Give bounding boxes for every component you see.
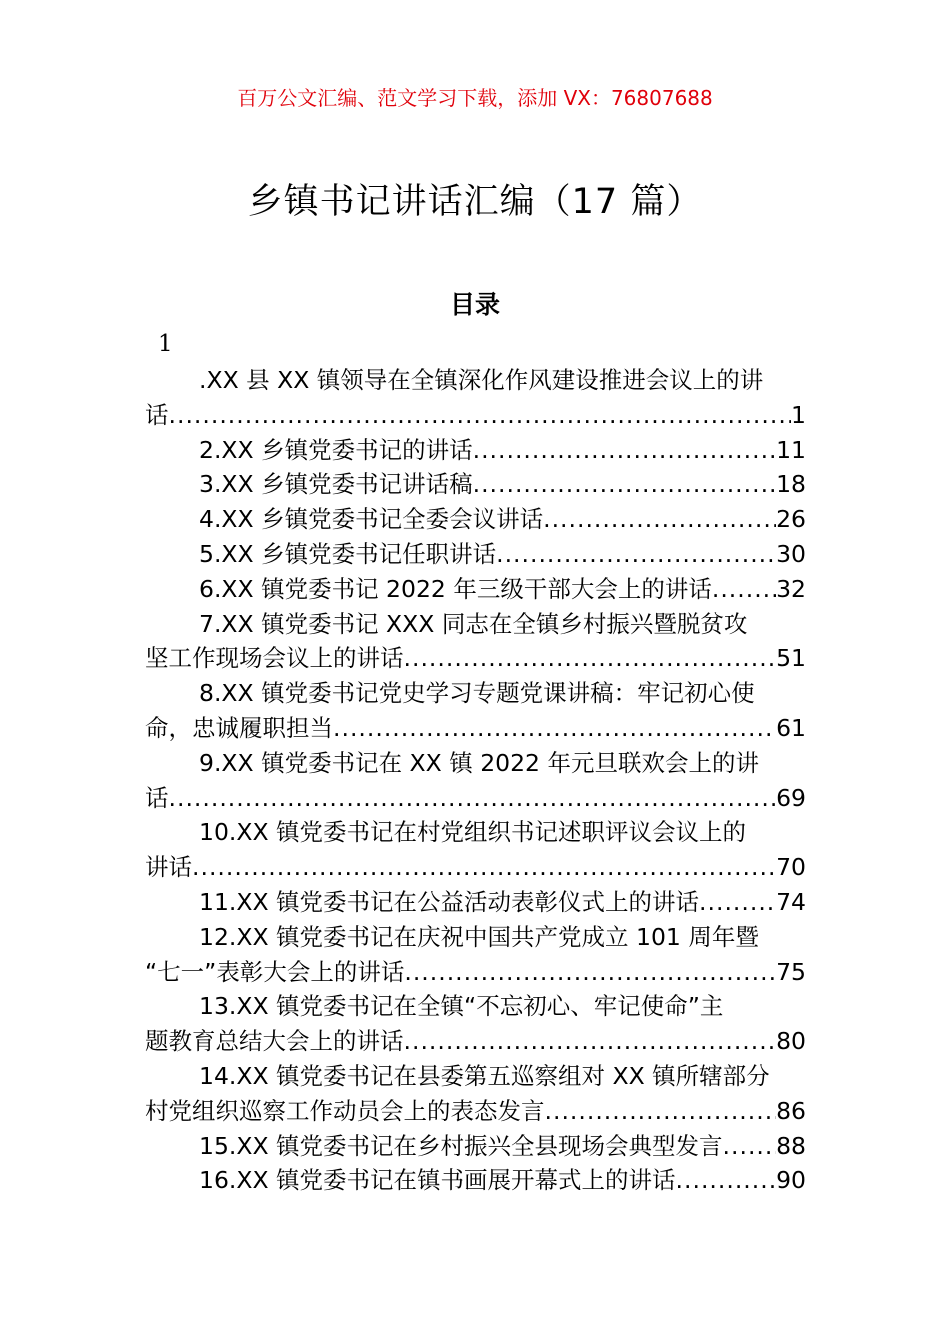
toc-entry-title: 7.XX 镇党委书记 XXX 同志在全镇乡村振兴暨脱贫攻 [199,609,748,638]
toc-page-number: 30 [776,539,806,568]
toc-leader-dots [404,1024,777,1059]
toc-leader-dots [404,955,776,990]
toc-entry-8[interactable] [145,676,806,746]
toc-entry-14[interactable] [145,1059,806,1129]
toc-leader-dots [543,502,776,537]
toc-leader-dots [473,467,777,502]
toc-leader-dots [473,433,777,468]
toc-entry-13[interactable] [145,989,806,1059]
toc-leader-dots [545,1094,777,1129]
toc-entry-11[interactable] [145,885,806,920]
toc-entry-6[interactable] [145,572,806,607]
toc-page-number: 51 [776,644,806,673]
toc-page-number: 69 [776,783,806,812]
toc-entry-12[interactable] [145,920,806,990]
toc-page-number: 26 [776,505,806,534]
toc-leader-dots [404,641,777,676]
toc-leader-dots [699,885,776,920]
toc-entry-title: 2.XX 乡镇党委书记的讲话 [199,435,473,464]
toc-entry-15[interactable] [145,1129,806,1164]
toc-entry-9[interactable] [145,746,806,816]
toc-entry-16[interactable] [145,1163,806,1198]
toc-entry-title: 16.XX 镇党委书记在镇书画展开幕式上的讲话 [199,1166,676,1195]
toc-entry-2[interactable] [145,433,806,468]
watermark-banner: 百万公文汇编、范文学习下载，添加 VX：76807688 [237,86,713,110]
toc-page-number: 32 [776,574,806,603]
toc-entry-title-cont: 讲话 [145,853,192,882]
toc-entry-10[interactable] [145,815,806,885]
toc-leader-dots [169,398,792,433]
toc-leader-dots [192,850,776,885]
toc-page-number: 74 [776,887,806,916]
toc-entry-4[interactable] [145,502,806,537]
toc-entry-title: 3.XX 乡镇党委书记讲话稿 [199,470,473,499]
toc-entry-title: 9.XX 镇党委书记在 XX 镇 2022 年元旦联欢会上的讲 [199,748,759,777]
toc-page-number: 18 [776,470,806,499]
toc-entry-3[interactable] [145,467,806,502]
toc-page-number: 88 [776,1131,806,1160]
table-of-contents [145,363,806,1198]
toc-entry-title: 14.XX 镇党委书记在县委第五巡察组对 XX 镇所辖部分 [199,1061,770,1090]
toc-entry-title: 11.XX 镇党委书记在公益活动表彰仪式上的讲话 [199,887,700,916]
toc-page-number: 61 [776,713,806,742]
toc-leader-dots [676,1163,777,1198]
toc-leader-dots [712,572,776,607]
toc-page-number: 80 [776,1027,806,1056]
toc-entry-5[interactable] [145,537,806,572]
toc-page-number: 75 [776,957,806,986]
toc-leader-dots [169,781,777,816]
toc-entry-title: .XX 县 XX 镇领导在全镇深化作风建设推进会议上的讲 [199,366,764,394]
toc-page-number: 1 [791,400,806,429]
toc-entry-title: 8.XX 镇党委书记党史学习专题党课讲稿：牢记初心使 [199,679,755,708]
toc-page-number: 86 [776,1096,806,1125]
toc-page-number: 90 [776,1166,806,1195]
toc-entry-title-cont: 坚工作现场会议上的讲话 [145,644,404,673]
toc-leader-dots [333,711,776,746]
toc-entry-title-cont: “七一”表彰大会上的讲话 [145,957,405,986]
toc-entry-title: 15.XX 镇党委书记在乡村振兴全县现场会典型发言 [199,1131,723,1160]
toc-entry-title: 6.XX 镇党委书记 2022 年三级干部大会上的讲话 [199,574,712,603]
toc-page-number: 70 [776,853,806,882]
toc-entry-title-cont: 命，忠诚履职担当 [145,713,333,742]
toc-entry-title-cont: 话 [145,783,169,812]
toc-entry-title-cont: 村党组织巡察工作动员会上的表态发言 [145,1096,545,1125]
toc-heading: 目录 [449,290,500,319]
page-marker: 1 [158,331,173,357]
toc-entry-7[interactable] [145,607,806,677]
toc-page-number: 11 [776,435,806,464]
toc-entry-title: 13.XX 镇党委书记在全镇“不忘初心、牢记使命”主 [199,992,724,1021]
document-title: 乡镇书记讲话汇编（17 篇） [247,182,703,222]
toc-entry-1[interactable] [145,363,806,433]
toc-entry-title: 5.XX 乡镇党委书记任职讲话 [199,539,497,568]
toc-entry-title: 10.XX 镇党委书记在村党组织书记述职评议会议上的 [199,818,747,847]
toc-leader-dots [723,1129,777,1164]
toc-entry-title: 12.XX 镇党委书记在庆祝中国共产党成立 101 周年暨 [199,922,759,951]
toc-entry-title-cont: 题教育总结大会上的讲话 [145,1027,404,1056]
toc-entry-title: 4.XX 乡镇党委书记全委会议讲话 [199,505,544,534]
toc-entry-title-cont: 话 [145,400,169,429]
toc-leader-dots [496,537,776,572]
